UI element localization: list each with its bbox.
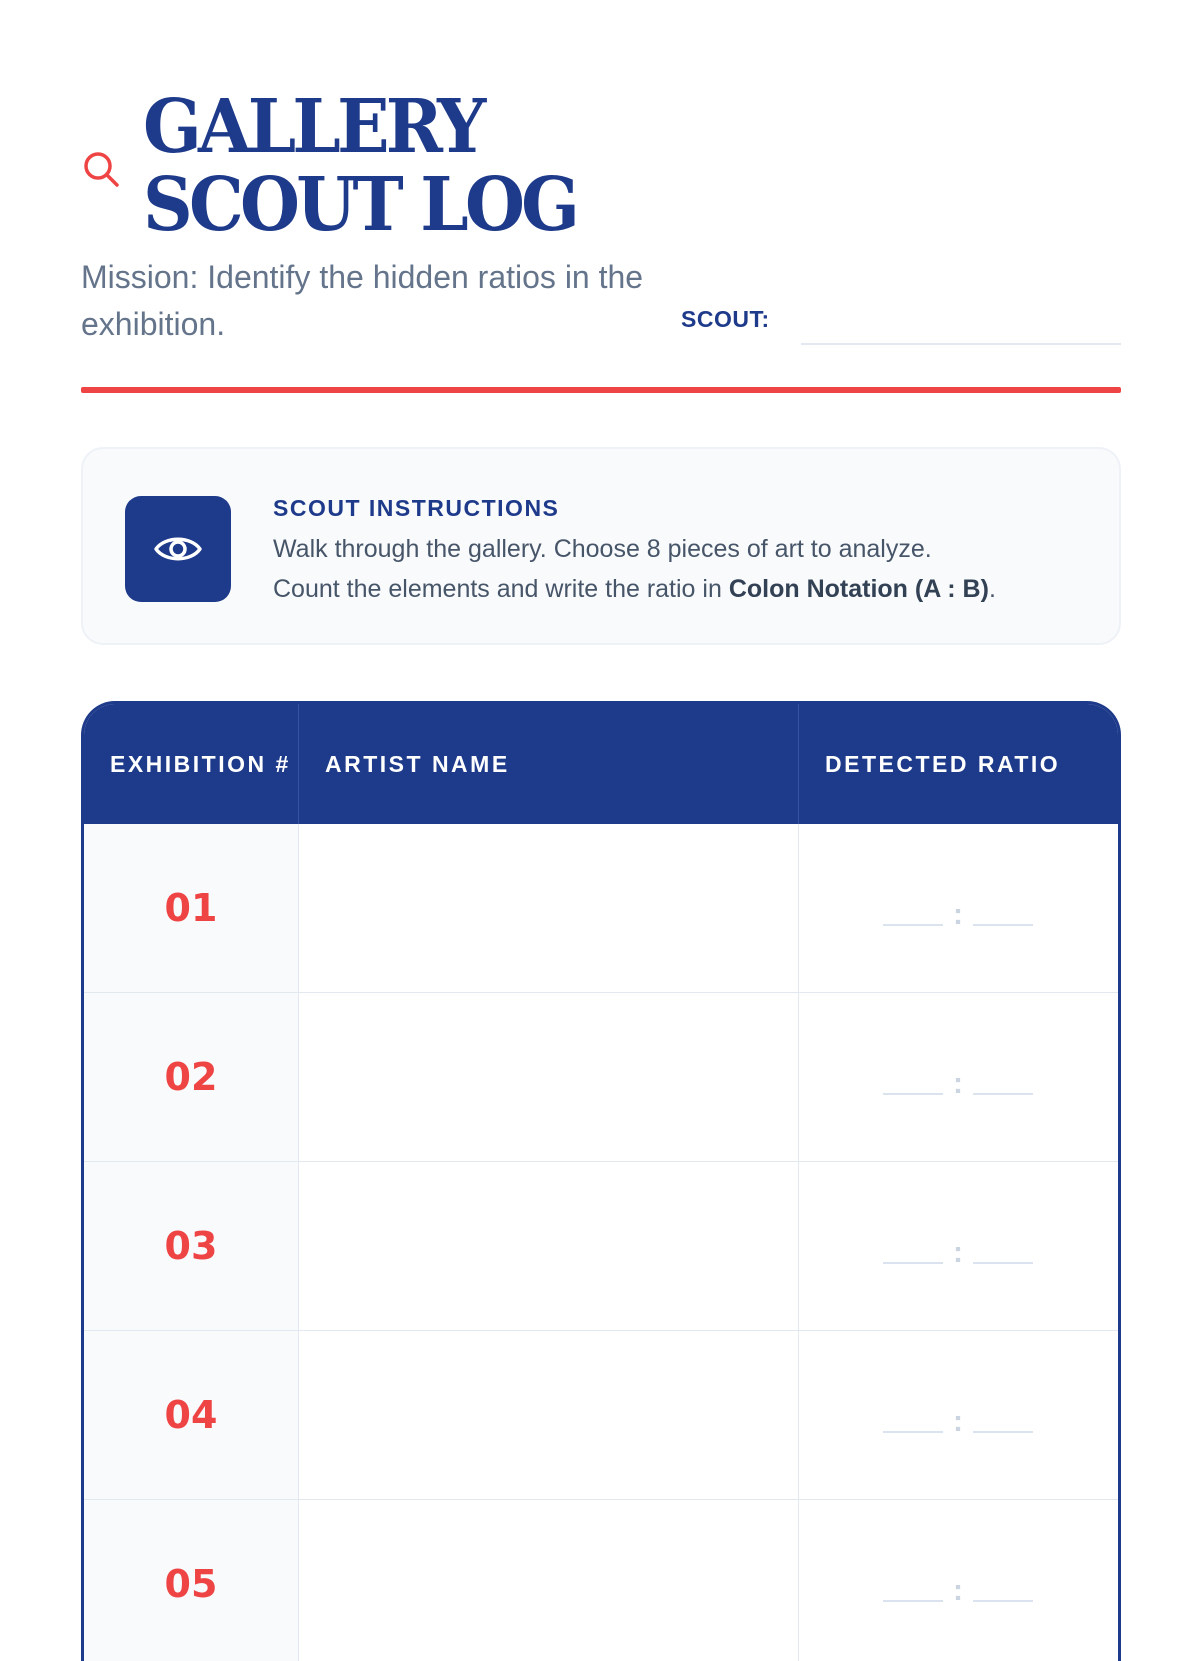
ratio-colon: : — [953, 1067, 963, 1100]
instructions-title: SCOUT INSTRUCTIONS — [273, 495, 560, 521]
ratio-colon: : — [953, 1574, 963, 1607]
ratio-field — [883, 890, 1033, 930]
table-row — [84, 1500, 1118, 1661]
ratio-colon: : — [953, 1236, 963, 1269]
artist-name-cell[interactable] — [299, 1500, 799, 1661]
instructions-text — [273, 529, 1093, 609]
scout-name-field[interactable] — [801, 343, 1121, 345]
ratio-a-blank[interactable] — [883, 1600, 943, 1602]
exhibition-number: 03 — [84, 1162, 299, 1330]
title-line-2: SCOUT LOG — [143, 162, 577, 248]
mission-text: Mission: Identify the hidden ratios in the exhibition. — [81, 259, 644, 342]
artist-name-cell[interactable] — [299, 993, 799, 1161]
ratio-a-blank[interactable] — [883, 924, 943, 926]
ratio-cell — [799, 1162, 1118, 1330]
scout-label: SCOUT: — [681, 306, 770, 332]
ratio-a-blank[interactable] — [883, 1262, 943, 1264]
ratio-b-blank[interactable] — [973, 1262, 1033, 1264]
ratio-b-blank[interactable] — [973, 1093, 1033, 1095]
column-header-artist: ARTIST NAME — [299, 704, 799, 824]
table-header — [84, 704, 1118, 824]
ratio-cell — [799, 1331, 1118, 1499]
eye-icon — [153, 524, 203, 574]
ratio-cell — [799, 824, 1118, 992]
instructions-panel — [81, 447, 1121, 645]
ratio-field — [883, 1397, 1033, 1437]
ratio-b-blank[interactable] — [973, 1600, 1033, 1602]
column-header-exhibition: EXHIBITION # — [84, 704, 299, 824]
table-row — [84, 1162, 1118, 1331]
exhibition-number: 02 — [84, 993, 299, 1161]
ratio-colon: : — [953, 898, 963, 931]
column-header-ratio: DETECTED RATIO — [825, 751, 1061, 777]
search-icon — [81, 149, 121, 189]
header-divider — [81, 387, 1121, 393]
title-line-1: GALLERY — [143, 84, 483, 170]
eye-icon-box — [125, 496, 231, 602]
ratio-b-blank[interactable] — [973, 924, 1033, 926]
instructions-line-2-suffix: . — [988, 575, 996, 603]
artist-name-cell[interactable] — [299, 1162, 799, 1330]
title-row — [81, 84, 609, 248]
exhibition-number: 04 — [84, 1331, 299, 1499]
artist-name-cell[interactable] — [299, 824, 799, 992]
exhibition-number: 01 — [84, 824, 299, 992]
instructions-line-2 — [273, 569, 1093, 609]
ratio-colon: : — [953, 1405, 963, 1438]
ratio-b-blank[interactable] — [973, 1431, 1033, 1433]
page-title — [143, 84, 577, 248]
ratio-cell — [799, 1500, 1118, 1661]
table-row — [84, 993, 1118, 1162]
artist-name-cell[interactable] — [299, 1331, 799, 1499]
instructions-line-2-prefix: Count the elements and write the ratio in — [273, 575, 729, 603]
table-row — [84, 1331, 1118, 1500]
instructions-line-1: Walk through the gallery. Choose 8 pieces of art to analyze. — [273, 535, 932, 563]
ratio-field — [883, 1566, 1033, 1606]
table-row — [84, 824, 1118, 993]
scout-log-table — [81, 701, 1121, 1661]
ratio-field — [883, 1228, 1033, 1268]
ratio-cell — [799, 993, 1118, 1161]
colon-notation-term: Colon Notation (A : B) — [728, 575, 989, 603]
ratio-field — [883, 1059, 1033, 1099]
ratio-a-blank[interactable] — [883, 1093, 943, 1095]
ratio-a-blank[interactable] — [883, 1431, 943, 1433]
exhibition-number: 05 — [84, 1500, 299, 1661]
